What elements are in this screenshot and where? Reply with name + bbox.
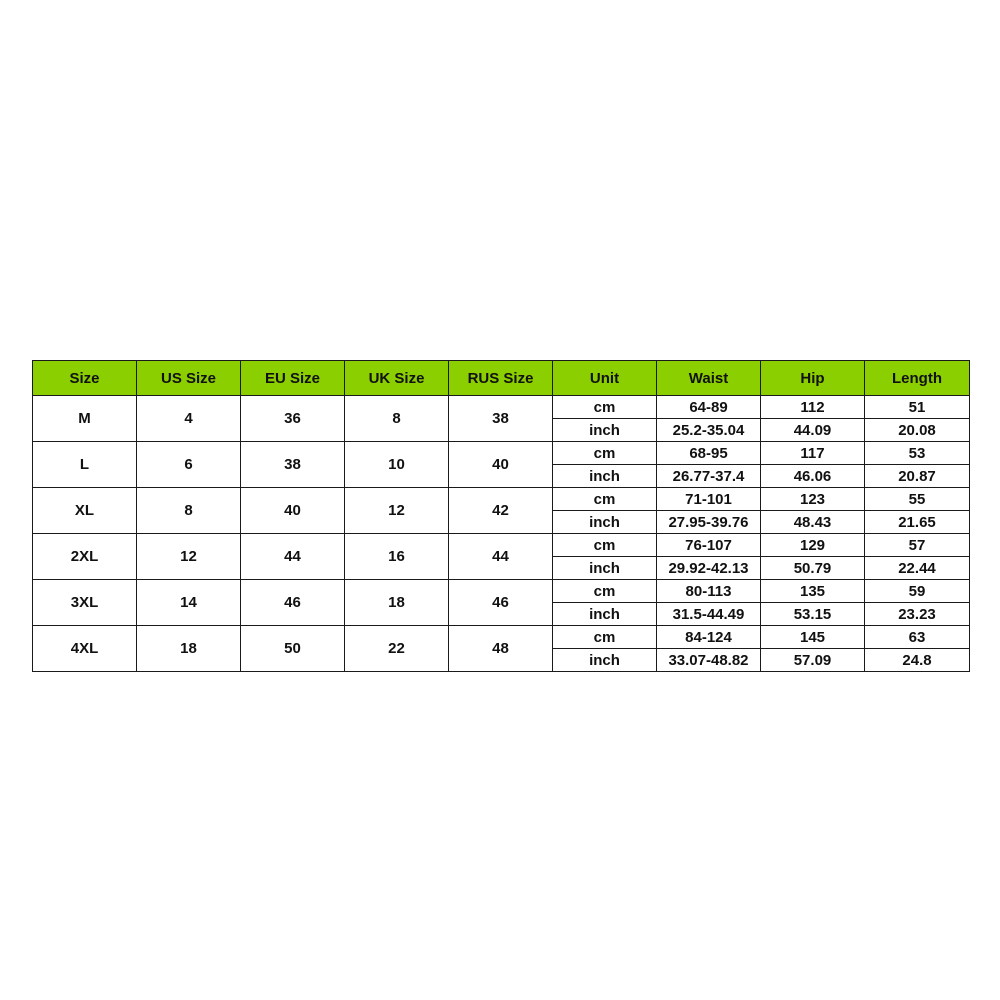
waist-cell: 84-124 xyxy=(657,626,761,649)
unit-cell: cm xyxy=(553,534,657,557)
unit-cell: inch xyxy=(553,419,657,442)
waist-cell: 25.2-35.04 xyxy=(657,419,761,442)
waist-cell: 33.07-48.82 xyxy=(657,649,761,672)
table-row xyxy=(33,626,970,649)
waist-cell: 27.95-39.76 xyxy=(657,511,761,534)
waist-cell: 76-107 xyxy=(657,534,761,557)
size-cell: 4XL xyxy=(33,626,137,672)
header-waist: Waist xyxy=(657,361,761,396)
length-cell: 20.08 xyxy=(865,419,970,442)
waist-cell: 71-101 xyxy=(657,488,761,511)
header-size: Size xyxy=(33,361,137,396)
length-cell: 20.87 xyxy=(865,465,970,488)
table-row xyxy=(33,534,970,557)
hip-cell: 129 xyxy=(761,534,865,557)
uk-size-cell: 16 xyxy=(345,534,449,580)
header-rus-size: RUS Size xyxy=(449,361,553,396)
hip-cell: 123 xyxy=(761,488,865,511)
uk-size-cell: 22 xyxy=(345,626,449,672)
uk-size-cell: 10 xyxy=(345,442,449,488)
waist-cell: 68-95 xyxy=(657,442,761,465)
table-row xyxy=(33,442,970,465)
hip-cell: 57.09 xyxy=(761,649,865,672)
unit-cell: cm xyxy=(553,580,657,603)
eu-size-cell: 50 xyxy=(241,626,345,672)
rus-size-cell: 42 xyxy=(449,488,553,534)
length-cell: 51 xyxy=(865,396,970,419)
header-uk-size: UK Size xyxy=(345,361,449,396)
rus-size-cell: 48 xyxy=(449,626,553,672)
eu-size-cell: 46 xyxy=(241,580,345,626)
size-cell: 2XL xyxy=(33,534,137,580)
unit-cell: inch xyxy=(553,511,657,534)
hip-cell: 145 xyxy=(761,626,865,649)
hip-cell: 50.79 xyxy=(761,557,865,580)
length-cell: 63 xyxy=(865,626,970,649)
us-size-cell: 18 xyxy=(137,626,241,672)
length-cell: 53 xyxy=(865,442,970,465)
uk-size-cell: 18 xyxy=(345,580,449,626)
rus-size-cell: 44 xyxy=(449,534,553,580)
eu-size-cell: 40 xyxy=(241,488,345,534)
length-cell: 21.65 xyxy=(865,511,970,534)
length-cell: 24.8 xyxy=(865,649,970,672)
table-row xyxy=(33,396,970,419)
unit-cell: cm xyxy=(553,396,657,419)
rus-size-cell: 46 xyxy=(449,580,553,626)
header-row xyxy=(33,361,970,396)
size-cell: XL xyxy=(33,488,137,534)
uk-size-cell: 8 xyxy=(345,396,449,442)
eu-size-cell: 44 xyxy=(241,534,345,580)
hip-cell: 112 xyxy=(761,396,865,419)
uk-size-cell: 12 xyxy=(345,488,449,534)
hip-cell: 117 xyxy=(761,442,865,465)
hip-cell: 53.15 xyxy=(761,603,865,626)
size-cell: M xyxy=(33,396,137,442)
rus-size-cell: 40 xyxy=(449,442,553,488)
length-cell: 59 xyxy=(865,580,970,603)
waist-cell: 31.5-44.49 xyxy=(657,603,761,626)
header-us-size: US Size xyxy=(137,361,241,396)
waist-cell: 29.92-42.13 xyxy=(657,557,761,580)
size-cell: L xyxy=(33,442,137,488)
header-eu-size: EU Size xyxy=(241,361,345,396)
hip-cell: 44.09 xyxy=(761,419,865,442)
table-row xyxy=(33,580,970,603)
waist-cell: 26.77-37.4 xyxy=(657,465,761,488)
unit-cell: inch xyxy=(553,649,657,672)
us-size-cell: 14 xyxy=(137,580,241,626)
rus-size-cell: 38 xyxy=(449,396,553,442)
length-cell: 23.23 xyxy=(865,603,970,626)
header-hip: Hip xyxy=(761,361,865,396)
unit-cell: cm xyxy=(553,488,657,511)
unit-cell: inch xyxy=(553,603,657,626)
waist-cell: 80-113 xyxy=(657,580,761,603)
us-size-cell: 8 xyxy=(137,488,241,534)
header-length: Length xyxy=(865,361,970,396)
unit-cell: cm xyxy=(553,442,657,465)
unit-cell: cm xyxy=(553,626,657,649)
eu-size-cell: 36 xyxy=(241,396,345,442)
size-chart-table xyxy=(32,360,970,672)
hip-cell: 135 xyxy=(761,580,865,603)
hip-cell: 46.06 xyxy=(761,465,865,488)
length-cell: 55 xyxy=(865,488,970,511)
header-unit: Unit xyxy=(553,361,657,396)
us-size-cell: 4 xyxy=(137,396,241,442)
unit-cell: inch xyxy=(553,465,657,488)
us-size-cell: 6 xyxy=(137,442,241,488)
hip-cell: 48.43 xyxy=(761,511,865,534)
unit-cell: inch xyxy=(553,557,657,580)
table-row xyxy=(33,488,970,511)
length-cell: 22.44 xyxy=(865,557,970,580)
eu-size-cell: 38 xyxy=(241,442,345,488)
length-cell: 57 xyxy=(865,534,970,557)
waist-cell: 64-89 xyxy=(657,396,761,419)
size-cell: 3XL xyxy=(33,580,137,626)
us-size-cell: 12 xyxy=(137,534,241,580)
